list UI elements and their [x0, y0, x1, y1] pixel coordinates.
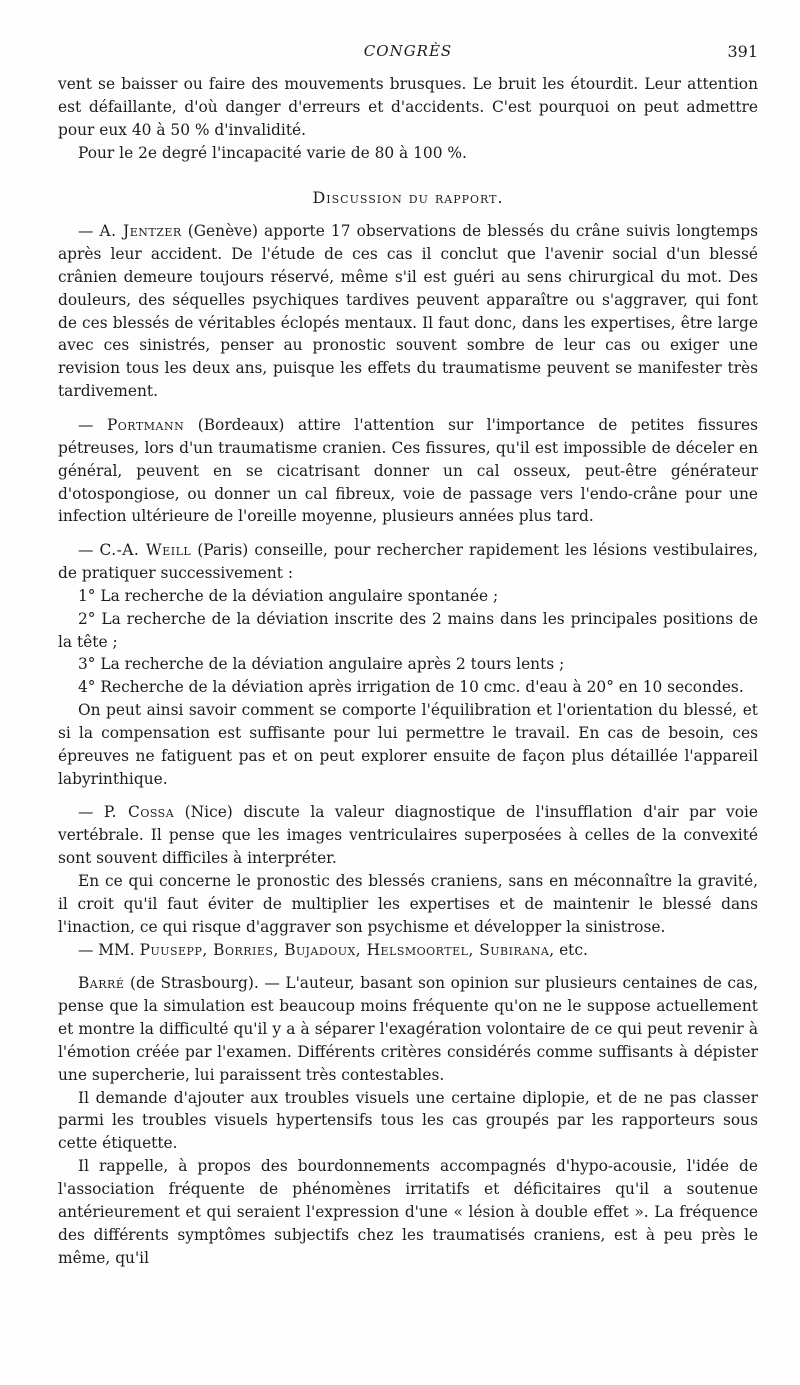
list-item-2: 2° La recherche de la déviation inscrite des 2 mains dans les principales positions de la tête ;	[58, 609, 758, 651]
page-number: 391	[727, 42, 758, 61]
speaker-barre: Barré	[78, 974, 125, 993]
paragraph-portmann: — Portmann (Bordeaux) attire l'attention sur l'importance de petites fissures pétreuses, lors d'un traumatisme cranien. Ces fissures, qu'il est impossible de déceler en général, peuvent en se cicatrisant donner un cal osseux, peut-être générateur d'otospongiose, ou donner un cal fibreux, voie de passage vers l'endo-crâne pour une infection ultérieure de l'oreille moyenne, plusieurs années plus tard.	[58, 415, 758, 526]
list-item-4: 4° Recherche de la déviation après irrigation de 10 cmc. d'eau à 20° en 10 secondes.	[78, 678, 744, 697]
paragraph-cossa: — P. Cossa (Nice) discute la valeur diagnostique de l'insufflation d'air par voie vertébrale. Il pense que les images ventriculaires superposées à celles de la convexité sont souvent difficiles à interpréter.	[58, 803, 758, 868]
running-header	[58, 42, 758, 64]
paragraph-barre-2: Il demande d'ajouter aux troubles visuels une certaine diplopie, et de ne pas classer parmi les troubles visuels hypertensifs tous les cas groupés par les rapporteurs sous cette étiquette.	[58, 1088, 758, 1153]
portmann-text: (Bordeaux) attire l'attention sur l'importance de petites fissures pétreuses, lors d'un traumatisme cranien. Ces fissures, qu'il est impossible de déceler en général, peuvent en se cicatrisant donner un cal osseux, peut-être générateur d'otospongiose, ou donner un cal fibreux, voie de passage vers l'endo-crâne pour une infection ultérieure de l'oreille moyenne, plusieurs années plus tard.	[58, 415, 758, 526]
list-item-1: 1° La recherche de la déviation angulaire spontanée ;	[78, 586, 499, 605]
speaker-jentzer: A. Jentzer	[99, 222, 182, 241]
speaker-weill: C.-A. Weill	[99, 541, 192, 560]
mm-suffix: , etc.	[549, 940, 588, 959]
section-heading: Discussion du rapport.	[312, 188, 504, 208]
paragraph-barre	[58, 972, 758, 1086]
speaker-cossa: P. Cossa	[103, 803, 175, 822]
paragraph-barre-3: Il rappelle, à propos des bourdonnements accompagnés d'hypo-acousie, l'idée de l'association fréquente de phénomènes irritatifs et déficitaires qu'il a soutenue antérieurement et qui seraient l'expression d'une « lésion à double effet ». La fréquence des différents symptômes subjectifs chez les traumatisés craniens, est à peu près le même, qu'il	[58, 1157, 758, 1267]
weill-text: (Paris) conseille, pour rechercher rapidement les lésions vestibulaires, de pratiquer successivement :	[58, 541, 758, 583]
cossa-text: (Nice) discute la valeur diagnostique de l'insufflation d'air par voie vertébrale. Il pense que les images ventriculaires superposées à celles de la convexité sont souvent difficiles à interpréter.	[58, 803, 758, 868]
list-item-3: 3° La recherche de la déviation angulaire après 2 tours lents ;	[78, 655, 565, 674]
body-text	[58, 73, 758, 1269]
paragraph-weill: — C.-A. Weill (Paris) conseille, pour rechercher rapidement les lésions vestibulaires, de pratiquer successivement :	[58, 541, 758, 583]
jentzer-text: (Genève) apporte 17 observations de blessés du crâne suivis longtemps après leur accident. De l'étude de ces cas il conclut que l'avenir social d'un blessé crânien demeure toujours réservé, même s'il est guéri au sens chirurgical du mot. Des douleurs, des séquelles psychiques tardives peuvent apparaître ou s'aggraver, qui font de ces blessés de véritables éclopés mentaux. Il faut donc, dans les expertises, être large avec ces sinistrés, penser au pronostic souvent sombre de leur cas ou exiger une revision tous les deux ans, puisque les effets du traumatisme peuvent se manifester très tardivement.	[58, 222, 758, 401]
paragraph-weill-conclusion: On peut ainsi savoir comment se comporte l'équilibration et l'orientation du blessé, et si la compensation est suffisante pour lui permettre le travail. En cas de besoin, ces épreuves ne fatiguent pas et on peut explorer ensuite de façon plus détaillée l'appareil labyrinthique.	[58, 701, 758, 788]
speaker-portmann: Portmann	[106, 415, 185, 434]
paragraph-cossa-2: En ce qui concerne le pronostic des blessés craniens, sans en méconnaître la gravité, il croit qu'il faut éviter de multiplier les expertises et de maintenir le blessé dans l'inaction, ce qui risque d'aggraver son psychisme et développer la sinistrose.	[58, 872, 758, 936]
paragraph-second-degree: Pour le 2e degré l'incapacité varie de 80 à 100 %.	[78, 143, 467, 162]
mm-names: Puusepp, Borries, Bujadoux, Helsmoortel, Subirana	[139, 940, 550, 959]
paragraph-mm	[58, 939, 758, 962]
running-title: CONGRÈS	[363, 42, 453, 60]
paragraph-continuation: vent se baisser ou faire des mouvements brusques. Le bruit les étourdit. Leur attention est défaillante, d'où danger d'erreurs et d'accidents. C'est pourquoi on peut admettre pour eux 40 à 50 % d'invalidité.	[58, 75, 758, 139]
barre-text: (de Strasbourg). — L'auteur, basant son opinion sur plusieurs centaines de cas, pense que la simulation est beaucoup moins fréquente qu'on ne le suppose actuellement et montre la difficulté qu'il y a à séparer l'exagération volontaire de ce qui peut revenir à l'émotion créée par l'examen. Différents critères considérés comme suffisants à dépister une supercherie, lui paraissent très contestables.	[58, 974, 758, 1084]
paragraph-jentzer: — A. Jentzer (Genève) apporte 17 observations de blessés du crâne suivis longtemps après leur accident. De l'étude de ces cas il conclut que l'avenir social d'un blessé crânien demeure toujours réservé, même s'il est guéri au sens chirurgical du mot. Des douleurs, des séquelles psychiques tardives peuvent apparaître ou s'aggraver, qui font de ces blessés de véritables éclopés mentaux. Il faut donc, dans les expertises, être large avec ces sinistrés, penser au pronostic souvent sombre de leur cas ou exiger une revision tous les deux ans, puisque les effets du traumatisme peuvent se manifester très tardivement.	[58, 222, 758, 401]
mm-prefix: — MM.	[78, 940, 140, 959]
